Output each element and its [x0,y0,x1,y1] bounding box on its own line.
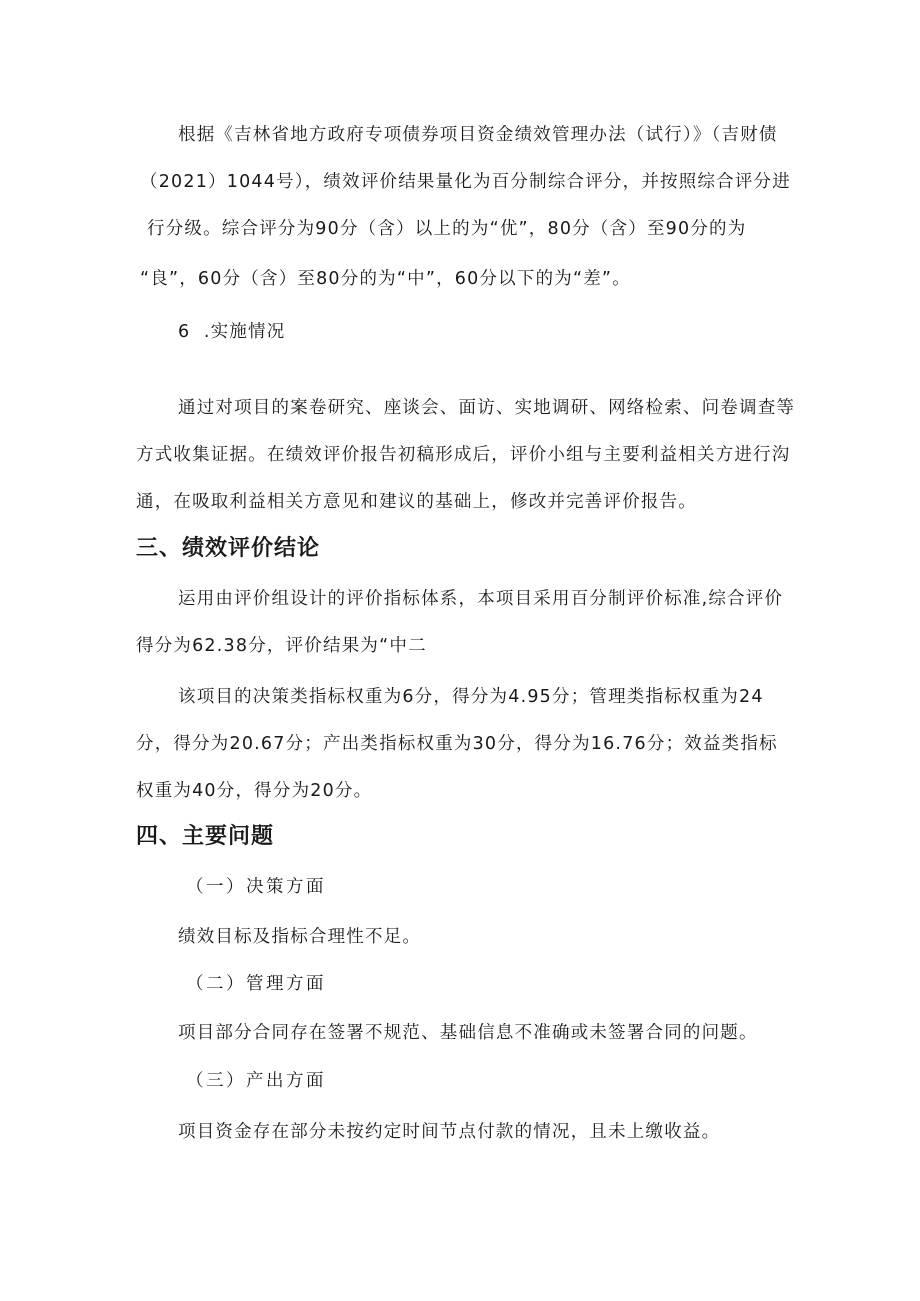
implementation-line-2: 方式收集证据。在绩效评价报告初稿形成后，评价小组与主要利益相关方进行沟 [136,445,791,465]
conclusion-para2-line-2: 分，得分为20.67分；产出类指标权重为30分，得分为16.76分；效益类指标 [136,734,778,754]
basis-line-3: 行分级。综合评分为90分（含）以上的为“优”，80分（含）至90分的为 [147,219,747,239]
conclusion-para1-line-2: 得分为62.38分，评价结果为“中二 [136,636,427,656]
problem-label-output: （三）产出方面 [186,1071,326,1091]
conclusion-para2-line-1: 该项目的决策类指标权重为6分，得分为4.95分；管理类指标权重为24 [178,687,764,707]
conclusion-para2-line-3: 权重为40分，得分为20分。 [136,781,373,801]
problem-label-management: （二）管理方面 [186,974,326,994]
problems-heading: 四、主要问题 [136,824,275,849]
basis-line-1: 根据《吉林省地方政府专项债券项目资金绩效管理办法（试行）》（吉财债 [178,125,778,145]
conclusion-para1-line-1: 运用由评价组设计的评价指标体系，本项目采用百分制评价标准,综合评价 [178,589,784,609]
problem-label-decision: （一）决策方面 [186,877,326,897]
implementation-line-3: 通，在吸取利益相关方意见和建议的基础上，修改并完善评价报告。 [136,492,697,512]
problem-text-decision: 绩效目标及指标合理性不足。 [178,927,422,947]
implementation-title: 6 .实施情况 [178,322,286,342]
conclusion-heading: 三、绩效评价结论 [136,536,321,561]
problem-text-management: 项目部分合同存在签署不规范、基础信息不准确或未签署合同的问题。 [178,1023,758,1043]
problem-text-output: 项目资金存在部分未按约定时间节点付款的情况，且未上缴收益。 [178,1122,721,1142]
implementation-line-1: 通过对项目的案卷研究、座谈会、面访、实地调研、网络检索、问卷调查等 [178,398,796,418]
basis-line-4: “良”，60分（含）至80分的为“中”，60分以下的为“差”。 [140,269,631,289]
basis-line-2: （2021）1044号），绩效评价结果量化为百分制综合评分，并按照综合评分进 [140,172,791,192]
